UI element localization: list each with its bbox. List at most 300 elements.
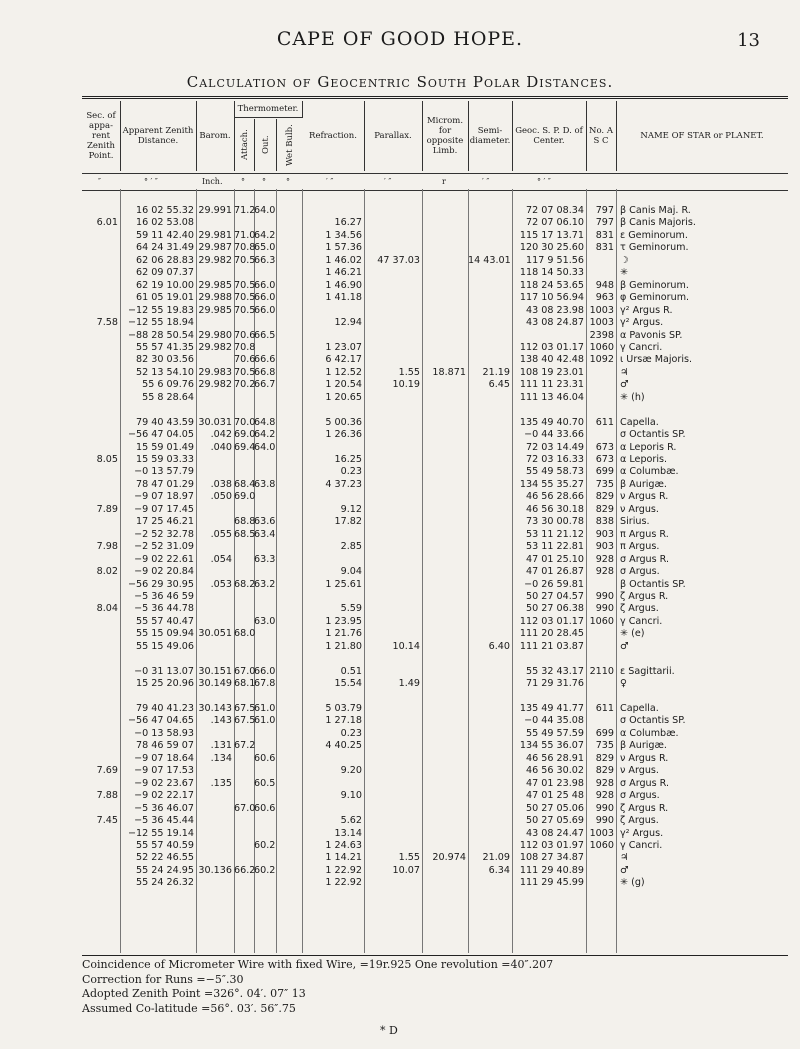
cell-name: π Argus R. [620, 528, 669, 540]
cell-apz: 55 24 26.32 [136, 877, 194, 889]
cell-no: 928 [595, 566, 614, 578]
cell-no: 1003 [589, 304, 614, 316]
cell-att: 70.5 [234, 292, 256, 304]
table-row [82, 292, 788, 304]
table-row [82, 466, 788, 478]
cell-name: β Canis Maj. R. [620, 205, 691, 216]
cell-barom: 29.982 [198, 341, 232, 353]
cell-par: 1.55 [398, 366, 420, 378]
cell-att: 68.0 [234, 628, 256, 640]
cell-geoc: 55 32 43.17 [526, 665, 584, 677]
cell-name: ν Argus R. [620, 752, 669, 764]
cell-semi: 6.45 [488, 379, 510, 391]
cell-refr: 1 12.52 [325, 366, 362, 378]
cell-out: 63.3 [254, 553, 276, 565]
table-row [82, 840, 788, 852]
cell-apz: 55 8 28.64 [142, 391, 194, 403]
cell-name: γ² Argus R. [620, 304, 673, 316]
table-row [82, 429, 788, 441]
cell-apz: 79 40 43.59 [136, 416, 194, 428]
cell-semi: 6.40 [488, 640, 510, 652]
cell-apz: −5 36 46.07 [134, 802, 194, 814]
cell-name: ✳ [620, 267, 629, 279]
cell-barom: 29.987 [198, 242, 232, 254]
unit-refr: ′ ″ [326, 177, 334, 186]
col-header-no: No. A S C [586, 101, 617, 171]
cell-att: 70.5 [234, 304, 256, 316]
cell-geoc: 47 01 25 48 [526, 790, 584, 802]
cell-out: 61.0 [254, 703, 276, 714]
table-row [82, 566, 788, 578]
cell-geoc: 53 11 22.81 [526, 541, 584, 553]
cell-att: 67.2 [234, 740, 256, 752]
cell-barom: .054 [210, 553, 232, 565]
cell-out: 64.0 [254, 441, 276, 453]
cell-out: 63.0 [254, 615, 276, 627]
cell-refr: 5.62 [340, 815, 362, 827]
unit-geoc: ° ′ ″ [537, 177, 551, 186]
cell-barom: .055 [210, 528, 232, 540]
cell-no: 2398 [589, 329, 614, 341]
cell-barom: .053 [210, 578, 232, 590]
table-row [82, 354, 788, 366]
cell-mic: 18.871 [432, 366, 466, 378]
cell-name: γ² Argus. [620, 317, 664, 329]
table-row [82, 417, 788, 429]
cell-att: 70.0 [234, 416, 256, 428]
table-row [82, 404, 788, 416]
table-row [82, 740, 788, 752]
cell-barom: .135 [210, 777, 232, 789]
cell-att: 71.0 [234, 229, 256, 241]
cell-name: β Octantis SP. [620, 578, 686, 590]
col-header-refraction: Refraction. [302, 101, 365, 171]
cell-refr: 9.12 [340, 503, 362, 515]
table-row [82, 803, 788, 815]
cell-geoc: 134 55 36.07 [519, 740, 584, 752]
table-row [82, 765, 788, 777]
cell-name: ι Ursæ Majoris. [620, 354, 693, 366]
cell-apz: 61 05 19.01 [136, 292, 194, 304]
footnote-line: Adopted Zenith Point =326°. 04′. 07″ 13 [82, 987, 306, 1000]
cell-apz: −12 55 18.94 [127, 317, 194, 329]
cell-refr: 13.14 [334, 827, 362, 839]
cell-name: α Pavonis SP. [620, 329, 683, 341]
table-row [82, 305, 788, 317]
cell-name: σ Argus R. [620, 553, 670, 565]
cell-no: 838 [595, 516, 614, 528]
cell-name: ♂ [620, 640, 629, 652]
cell-sec: 8.02 [96, 566, 118, 578]
cell-apz: 17 25 46.21 [136, 516, 194, 528]
cell-mic: 20.974 [432, 852, 466, 864]
cell-geoc: −0 26 59.81 [524, 578, 584, 590]
cell-refr: 1 22.92 [325, 864, 362, 876]
cell-name: ♂ [620, 864, 629, 876]
signature-mark: * D [380, 1024, 398, 1037]
cell-apz: 79 40 41.23 [136, 703, 194, 714]
cell-out: 66.5 [254, 329, 276, 341]
cell-apz: 15 59 01.49 [136, 441, 194, 453]
cell-att: 68.4 [234, 478, 256, 490]
table-row [82, 616, 788, 628]
cell-semi: 14 43.01 [468, 254, 511, 266]
cell-apz: −9 07 17.53 [134, 765, 194, 777]
table-row [82, 579, 788, 591]
cell-name: ✳ (h) [620, 391, 645, 403]
cell-refr: 9.20 [340, 765, 362, 777]
cell-barom: 29.983 [198, 366, 232, 378]
table-row [82, 392, 788, 404]
cell-out: 60.6 [254, 802, 276, 814]
cell-refr: 0.51 [340, 665, 362, 677]
cell-apz: 55 57 40.59 [136, 839, 194, 851]
table-row [82, 703, 788, 715]
table-row [82, 591, 788, 603]
cell-out: 63.2 [254, 578, 276, 590]
table-row [82, 217, 788, 229]
cell-name: σ Octantis SP. [620, 429, 686, 441]
cell-no: 928 [595, 777, 614, 789]
cell-apz: 64 24 31.49 [136, 242, 194, 254]
cell-no: 699 [595, 466, 614, 478]
units-row [82, 173, 788, 191]
cell-sec: 7.69 [96, 765, 118, 777]
cell-out: 63.4 [254, 528, 276, 540]
cell-geoc: 111 21 03.87 [519, 640, 584, 652]
table-row [82, 516, 788, 528]
col-header-barom: Barom. [196, 101, 235, 171]
cell-out: 66.0 [254, 292, 276, 304]
table-row [82, 790, 788, 802]
cell-refr: 12.94 [334, 317, 362, 329]
cell-no: 829 [595, 503, 614, 515]
cell-out: 60.6 [254, 752, 276, 764]
table-row [82, 367, 788, 379]
cell-refr: 1 21.76 [325, 628, 362, 640]
cell-apz: −9 07 18.97 [134, 491, 194, 503]
cell-refr: 17.82 [334, 516, 362, 528]
cell-geoc: 117 9 51.56 [526, 254, 584, 266]
table-row [82, 865, 788, 877]
col-header-name: NAME OF STAR or PLANET. [640, 131, 764, 141]
unit-wet: ° [286, 177, 290, 186]
cell-no: 990 [595, 815, 614, 827]
cell-name: β Geminorum. [620, 279, 689, 291]
col-header-semi: Semi-diameter. [468, 101, 513, 171]
cell-geoc: 55 49 58.73 [526, 466, 584, 478]
cell-geoc: 138 40 42.48 [519, 354, 584, 366]
cell-name: ζ Argus. [620, 603, 659, 615]
cell-barom: 29.982 [198, 254, 232, 266]
cell-name: α Columbæ. [620, 466, 679, 478]
cell-refr: 1 23.07 [325, 341, 362, 353]
cell-sec: 8.04 [96, 603, 118, 615]
cell-name: ♃ [620, 366, 629, 378]
cell-apz: −2 52 32.78 [134, 528, 194, 540]
cell-out: 64.2 [254, 229, 276, 241]
table-row [82, 491, 788, 503]
cell-refr: 1 34.56 [325, 229, 362, 241]
table-row [82, 554, 788, 566]
col-header-thermo: Thermometer. [234, 101, 303, 118]
cell-refr: 1 20.65 [325, 391, 362, 403]
cell-att: 67.0 [234, 665, 256, 677]
cell-refr: 1 46.02 [325, 254, 362, 266]
cell-geoc: −0 44 35.08 [524, 715, 584, 727]
cell-name: α Leporis. [620, 454, 668, 465]
cell-apz: 55 24 24.95 [136, 864, 194, 876]
cell-geoc: 112 03 01.17 [519, 615, 584, 627]
cell-out: 60.2 [254, 864, 276, 876]
cell-apz: −5 36 46 59 [134, 590, 194, 602]
cell-no: 797 [595, 205, 614, 216]
cell-geoc: 50 27 05.06 [526, 802, 584, 814]
col-header-attach: Attach. [234, 119, 255, 171]
cell-refr: 1 21.80 [325, 640, 362, 652]
cell-out: 63.8 [254, 478, 276, 490]
cell-name: ζ Argus R. [620, 590, 669, 602]
cell-geoc: 72 07 06.10 [526, 217, 584, 229]
cell-no: 903 [595, 541, 614, 553]
table-row [82, 230, 788, 242]
cell-name: ζ Argus. [620, 815, 659, 827]
cell-refr: 5.59 [340, 603, 362, 615]
col-header-sec: Sec. of appa-rent Zenith Point. [82, 101, 121, 171]
cell-par: 47 37.03 [377, 254, 420, 266]
cell-no: 1003 [589, 827, 614, 839]
cell-no: 903 [595, 528, 614, 540]
cell-apz: −9 02 22.61 [134, 553, 194, 565]
table-row [82, 815, 788, 827]
cell-apz: −5 36 44.78 [134, 603, 194, 615]
cell-no: 673 [595, 454, 614, 465]
cell-no: 829 [595, 491, 614, 503]
col-header-parallax: Parallax. [364, 101, 423, 171]
cell-no: 699 [595, 727, 614, 739]
table-row [82, 728, 788, 740]
cell-refr: 1 24.63 [325, 839, 362, 851]
cell-refr: 1 25.61 [325, 578, 362, 590]
cell-apz: −9 07 18.64 [134, 752, 194, 764]
cell-par: 1.55 [398, 852, 420, 864]
footnotes [82, 958, 553, 1016]
cell-refr: 9.10 [340, 790, 362, 802]
cell-name: φ Geminorum. [620, 292, 690, 304]
cell-out: 66.6 [254, 354, 276, 366]
cell-geoc: 50 27 06.38 [526, 603, 584, 615]
cell-refr: 4 37.23 [325, 478, 362, 490]
cell-name: σ Octantis SP. [620, 715, 686, 727]
table-row [82, 753, 788, 765]
table-row [82, 242, 788, 254]
table-row [82, 852, 788, 864]
cell-att: 70.6 [234, 329, 256, 341]
cell-refr: 16.27 [334, 217, 362, 229]
cell-geoc: 118 14 50.33 [519, 267, 584, 279]
col-header-geoc: Geoc. S. P. D. of Center. [512, 101, 587, 171]
cell-geoc: 50 27 05.69 [526, 815, 584, 827]
footnote-line: Correction for Runs =−5″.30 [82, 972, 244, 986]
cell-refr: 5 03.79 [325, 703, 362, 714]
cell-apz: 78 46 59 07 [136, 740, 194, 752]
cell-no: 611 [595, 416, 614, 428]
cell-refr: 9.04 [340, 566, 362, 578]
cell-geoc: 111 29 40.89 [519, 864, 584, 876]
cell-name: β Aurigæ. [620, 740, 667, 752]
cell-apz: 82 30 03.56 [136, 354, 194, 366]
cell-refr: 0.23 [340, 727, 362, 739]
cell-name: Sirius. [620, 516, 650, 528]
cell-apz: 78 47 01.29 [136, 478, 194, 490]
cell-name: ε Geminorum. [620, 229, 688, 241]
cell-no: 990 [595, 590, 614, 602]
table-row [82, 205, 788, 217]
cell-geoc: 50 27 04.57 [526, 590, 584, 602]
cell-apz: 59 11 42.40 [136, 229, 194, 241]
col-header-wet: Wet Bulb. [276, 119, 303, 171]
table-row [82, 666, 788, 678]
cell-out: 66.3 [254, 254, 276, 266]
cell-name: Capella. [620, 416, 659, 428]
cell-sec: 8.05 [96, 454, 118, 465]
cell-name: ν Argus. [620, 503, 659, 515]
footnote-line: Coincidence of Micrometer Wire with fixed Wire, =19r.925 One revolution =40″.207 [82, 958, 554, 971]
cell-refr: 1 27.18 [325, 715, 362, 727]
cell-no: 990 [595, 603, 614, 615]
cell-no: 735 [595, 478, 614, 490]
cell-apz: −56 47 04.65 [127, 715, 194, 727]
cell-geoc: 135 49 40.70 [519, 416, 584, 428]
cell-apz: −5 36 45.44 [134, 815, 194, 827]
cell-att: 69.0 [234, 429, 256, 441]
cell-att: 69.4 [234, 441, 256, 453]
cell-name: ν Argus R. [620, 491, 669, 503]
cell-no: 831 [595, 229, 614, 241]
cell-refr: 1 41.18 [325, 292, 362, 304]
cell-out: 66.0 [254, 665, 276, 677]
table-row [82, 330, 788, 342]
cell-att: 70.6 [234, 354, 256, 366]
table-row [82, 280, 788, 292]
cell-name: π Argus. [620, 541, 660, 553]
cell-name: σ Argus. [620, 566, 660, 578]
table-row [82, 454, 788, 466]
cell-par: 10.19 [392, 379, 420, 391]
cell-apz: 52 13 54.10 [136, 366, 194, 378]
cell-barom: .038 [210, 478, 232, 490]
cell-apz: 55 57 41.35 [136, 341, 194, 353]
table-row [82, 628, 788, 640]
cell-out: 60.5 [254, 777, 276, 789]
table-row [82, 715, 788, 727]
cell-apz: 62 06 28.83 [136, 254, 194, 266]
unit-apz: ° ′ ″ [144, 177, 158, 186]
cell-barom: 29.988 [198, 292, 232, 304]
cell-barom: 30.051 [198, 628, 232, 640]
cell-refr: 1 46.90 [325, 279, 362, 291]
cell-barom: .042 [210, 429, 232, 441]
cell-geoc: 120 30 25.60 [519, 242, 584, 254]
cell-apz: −0 31 13.07 [134, 665, 194, 677]
cell-barom: .143 [210, 715, 232, 727]
cell-name: ζ Argus R. [620, 802, 669, 814]
cell-att: 70.8 [234, 242, 256, 254]
cell-sec: 7.98 [96, 541, 118, 553]
cell-att: 68.5 [234, 528, 256, 540]
cell-name: β Aurigæ. [620, 478, 667, 490]
cell-apz: −0 13 58.93 [134, 727, 194, 739]
cell-name: β Canis Majoris. [620, 217, 696, 229]
cell-att: 68.2 [234, 578, 256, 590]
cell-geoc: 135 49 41.77 [519, 703, 584, 714]
cell-apz: −2 52 31.09 [134, 541, 194, 553]
cell-sec: 7.45 [96, 815, 118, 827]
cell-apz: −12 55 19.83 [127, 304, 194, 316]
table-row [82, 479, 788, 491]
cell-att: 68.8 [234, 516, 256, 528]
cell-par: 1.49 [398, 678, 420, 690]
unit-out: ° [262, 177, 266, 186]
cell-geoc: 43 08 23.98 [526, 304, 584, 316]
cell-apz: 15 25 20.96 [136, 678, 194, 690]
cell-geoc: 112 03 01.97 [519, 839, 584, 851]
cell-name: σ Argus. [620, 790, 660, 802]
table-row [82, 442, 788, 454]
cell-att: 70.2 [234, 379, 256, 391]
table-row [82, 342, 788, 354]
cell-apz: 55 57 40.47 [136, 615, 194, 627]
cell-geoc: 47 01 23.98 [526, 777, 584, 789]
cell-geoc: 111 29 45.99 [519, 877, 584, 889]
cell-apz: −9 02 20.84 [134, 566, 194, 578]
cell-out: 66.7 [254, 379, 276, 391]
col-header-out: Out. [254, 119, 277, 171]
cell-apz: −9 02 22.17 [134, 790, 194, 802]
cell-att: 69.0 [234, 491, 256, 503]
cell-name: γ² Argus. [620, 827, 664, 839]
cell-att: 67.0 [234, 802, 256, 814]
cell-att: 71.2 [234, 205, 256, 216]
cell-no: 1092 [589, 354, 614, 366]
cell-no: 1060 [589, 341, 614, 353]
table-row [82, 317, 788, 329]
table-row [82, 267, 788, 279]
cell-refr: 16.25 [334, 454, 362, 465]
cell-out: 66.0 [254, 279, 276, 291]
unit-microm: r [442, 177, 446, 186]
cell-geoc: −0 44 33.66 [524, 429, 584, 441]
cell-att: 70.5 [234, 366, 256, 378]
cell-out: 66.8 [254, 366, 276, 378]
cell-geoc: 115 17 13.71 [519, 229, 584, 241]
cell-refr: 1 57.36 [325, 242, 362, 254]
cell-geoc: 108 27 34.87 [519, 852, 584, 864]
cell-refr: 1 46.21 [325, 267, 362, 279]
table-row [82, 678, 788, 690]
cell-apz: 55 15 09.94 [136, 628, 194, 640]
cell-barom: 30.136 [198, 864, 232, 876]
table-header [82, 101, 788, 201]
cell-par: 10.14 [392, 640, 420, 652]
cell-att: 68.1 [234, 678, 256, 690]
cell-name: σ Argus R. [620, 777, 670, 789]
cell-refr: 1 22.92 [325, 877, 362, 889]
cell-geoc: 43 08 24.87 [526, 317, 584, 329]
table-row [82, 379, 788, 391]
cell-apz: 52 22 46.55 [136, 852, 194, 864]
cell-att: 70.8 [234, 341, 256, 353]
